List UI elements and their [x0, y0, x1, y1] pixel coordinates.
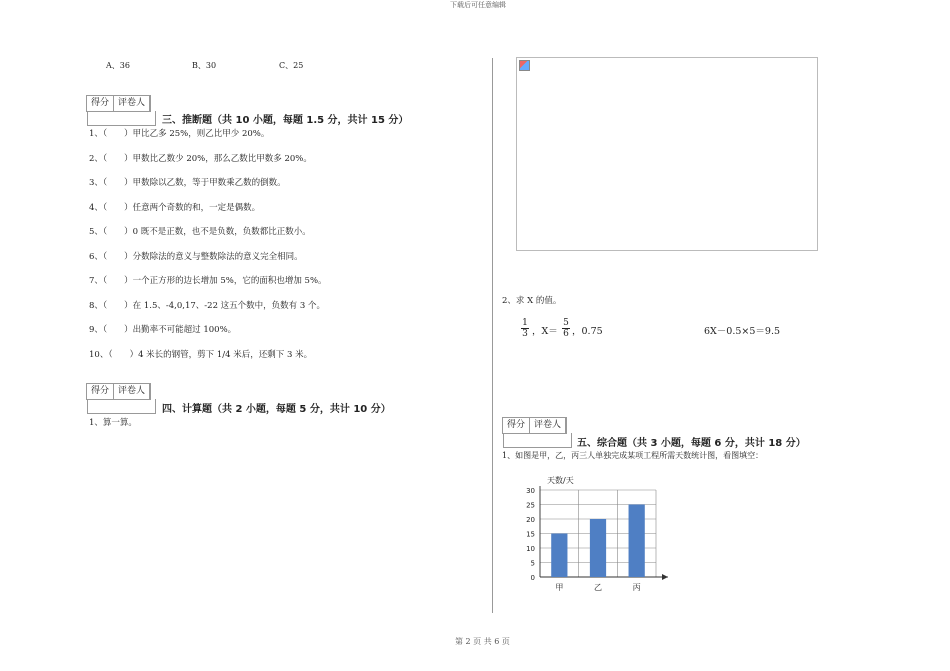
score-box-section4 [86, 383, 151, 400]
s3-item-10: 10、（ ）4 米长的钢管，剪下 1/4 米后，还剩下 3 米。 [89, 350, 313, 360]
s3-item-3: 3、（ ）甲数除以乙数，等于甲数乘乙数的倒数。 [89, 178, 286, 188]
y-tick-label: 0 [530, 574, 535, 582]
page-footer: 第 2 页 共 6 页 [455, 637, 510, 646]
s3-item-1: 1、（ ）甲比乙多 25%，则乙比甲少 20%。 [89, 129, 270, 139]
image-placeholder [516, 57, 818, 251]
x-category-label: 乙 [594, 583, 602, 592]
y-axis-label: 天数/天 [547, 476, 574, 485]
fraction-5-6: $\frac{5}{6}$ [563, 318, 569, 339]
s3-item-9: 9、（ ）出勤率不可能超过 100%。 [89, 325, 237, 335]
option-b: B、30 [192, 61, 217, 70]
s3-item-2: 2、（ ）甲数比乙数少 20%，那么乙数比甲数多 20%。 [89, 154, 312, 164]
header-note: 下载后可任意编辑 [450, 1, 506, 9]
eq1-mid: ，X＝ [532, 326, 558, 337]
y-tick-label: 10 [526, 545, 535, 553]
bar [629, 505, 645, 578]
grader-label: 评卷人 [114, 384, 150, 399]
score-blank [87, 399, 156, 414]
score-label: 得分 [503, 418, 530, 433]
y-tick-label: 15 [526, 530, 535, 539]
score-label: 得分 [87, 96, 114, 111]
s3-item-4: 4、（ ）任意两个奇数的和，一定是偶数。 [89, 203, 261, 213]
section3-title: 三、推断题（共 10 小题，每题 1.5 分，共计 15 分） [162, 115, 409, 126]
section5-title: 五、综合题（共 3 小题，每题 6 分，共计 18 分） [577, 438, 806, 449]
fraction-1-3: $\frac{1}{3}$ [522, 318, 528, 339]
eq2: 6X－0.5×5＝9.5 [704, 326, 781, 337]
y-tick-label: 20 [526, 516, 535, 524]
option-a: A、36 [106, 61, 130, 70]
x-axis-arrow-icon [662, 574, 668, 580]
score-box-section3 [86, 95, 151, 112]
column-divider [492, 58, 493, 613]
s3-item-5: 5、（ ）0 既不是正数，也不是负数，负数都比正数小。 [89, 227, 311, 237]
x-category-label: 甲 [555, 583, 564, 592]
score-blank [503, 433, 572, 448]
right-q2: 2、求 X 的值。 [502, 296, 562, 306]
s3-item-8: 8、（ ）在 1.5、-4,0,17、-22 这五个数中，负数有 3 个。 [89, 301, 325, 311]
score-blank [87, 111, 156, 126]
y-tick-label: 5 [530, 559, 535, 568]
score-label: 得分 [87, 384, 114, 399]
s4-q1: 1、算一算。 [89, 418, 137, 428]
eq1-end: ，0.75 [572, 326, 603, 337]
section4-title: 四、计算题（共 2 小题，每题 5 分，共计 10 分） [162, 404, 391, 415]
grader-label: 评卷人 [114, 96, 150, 111]
s3-item-7: 7、（ ）一个正方形的边长增加 5%，它的面积也增加 5%。 [89, 276, 327, 286]
y-tick-label: 25 [526, 501, 535, 510]
bar [551, 534, 567, 578]
s5-q1: 1、如图是甲，乙，丙三人单独完成某项工程所需天数统计图，看图填空： [502, 451, 764, 460]
broken-image-icon [519, 60, 530, 71]
grader-label: 评卷人 [530, 418, 566, 433]
bar [590, 519, 606, 577]
y-tick-label: 30 [526, 487, 535, 495]
score-box-section5 [502, 417, 567, 434]
x-category-label: 丙 [632, 583, 641, 592]
option-c: C、25 [279, 61, 304, 70]
s3-item-6: 6、（ ）分数除法的意义与整数除法的意义完全相同。 [89, 252, 303, 262]
bar-chart [518, 472, 678, 597]
